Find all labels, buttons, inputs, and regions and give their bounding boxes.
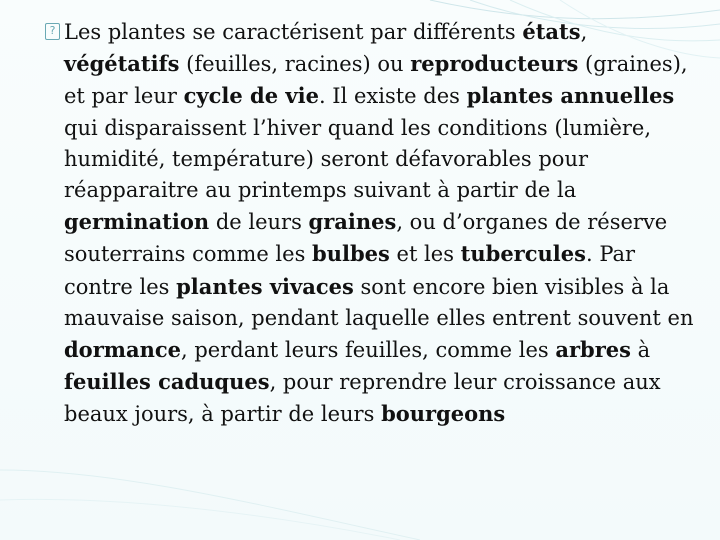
keyword-text: graines [308,209,397,235]
body-text-segment: qui disparaissent l’hiver quand les conditions (lumière, humidité, température) seront défavorables pour réapparaitre au printemps suivant à partir de la [64,115,652,203]
keyword-text: plantes annuelles [466,83,675,109]
body-text-segment: à [631,338,651,363]
keyword-text: reproducteurs [410,51,579,77]
body-text-segment: , perdant leurs feuilles, comme les [181,338,556,363]
body-text-segment: (feuilles, racines) ou [179,52,411,77]
keyword-text: germination [64,209,210,235]
body-paragraph [64,16,704,431]
bullet-icon: ? [45,23,60,40]
keyword-text: arbres [555,337,631,363]
body-text-segment: . Il existe des [318,84,467,109]
keyword-text: bourgeons [381,401,506,427]
body-text-segment: , pour reprendre leur croissance aux beaux jours, à partir de leurs [64,370,661,427]
body-text-segment: de leurs [209,210,309,235]
keyword-text: dormance [64,337,181,363]
body-text-segment: , [580,20,588,44]
keyword-text: bulbes [312,241,390,267]
keyword-text: états [522,19,581,44]
keyword-text: végétatifs [64,51,180,77]
keyword-text: tubercules [460,241,586,267]
keyword-text: feuilles caduques [64,369,270,395]
keyword-text: cycle de vie [183,83,319,109]
body-text-segment: (graines), et par leur [64,52,688,109]
body-text-segment: et les [389,242,461,267]
body-text-segment: sont encore bien visibles à la mauvaise saison, pendant laquelle elles entrent souvent en [64,274,694,330]
body-text-segment: , ou d’organes de réserve souterrains comme les [64,210,668,267]
body-text-segment: Les plantes se caractérisent par différents [64,20,523,44]
body-text-segment: . Par contre les [64,242,636,299]
keyword-text: plantes vivaces [176,273,354,299]
